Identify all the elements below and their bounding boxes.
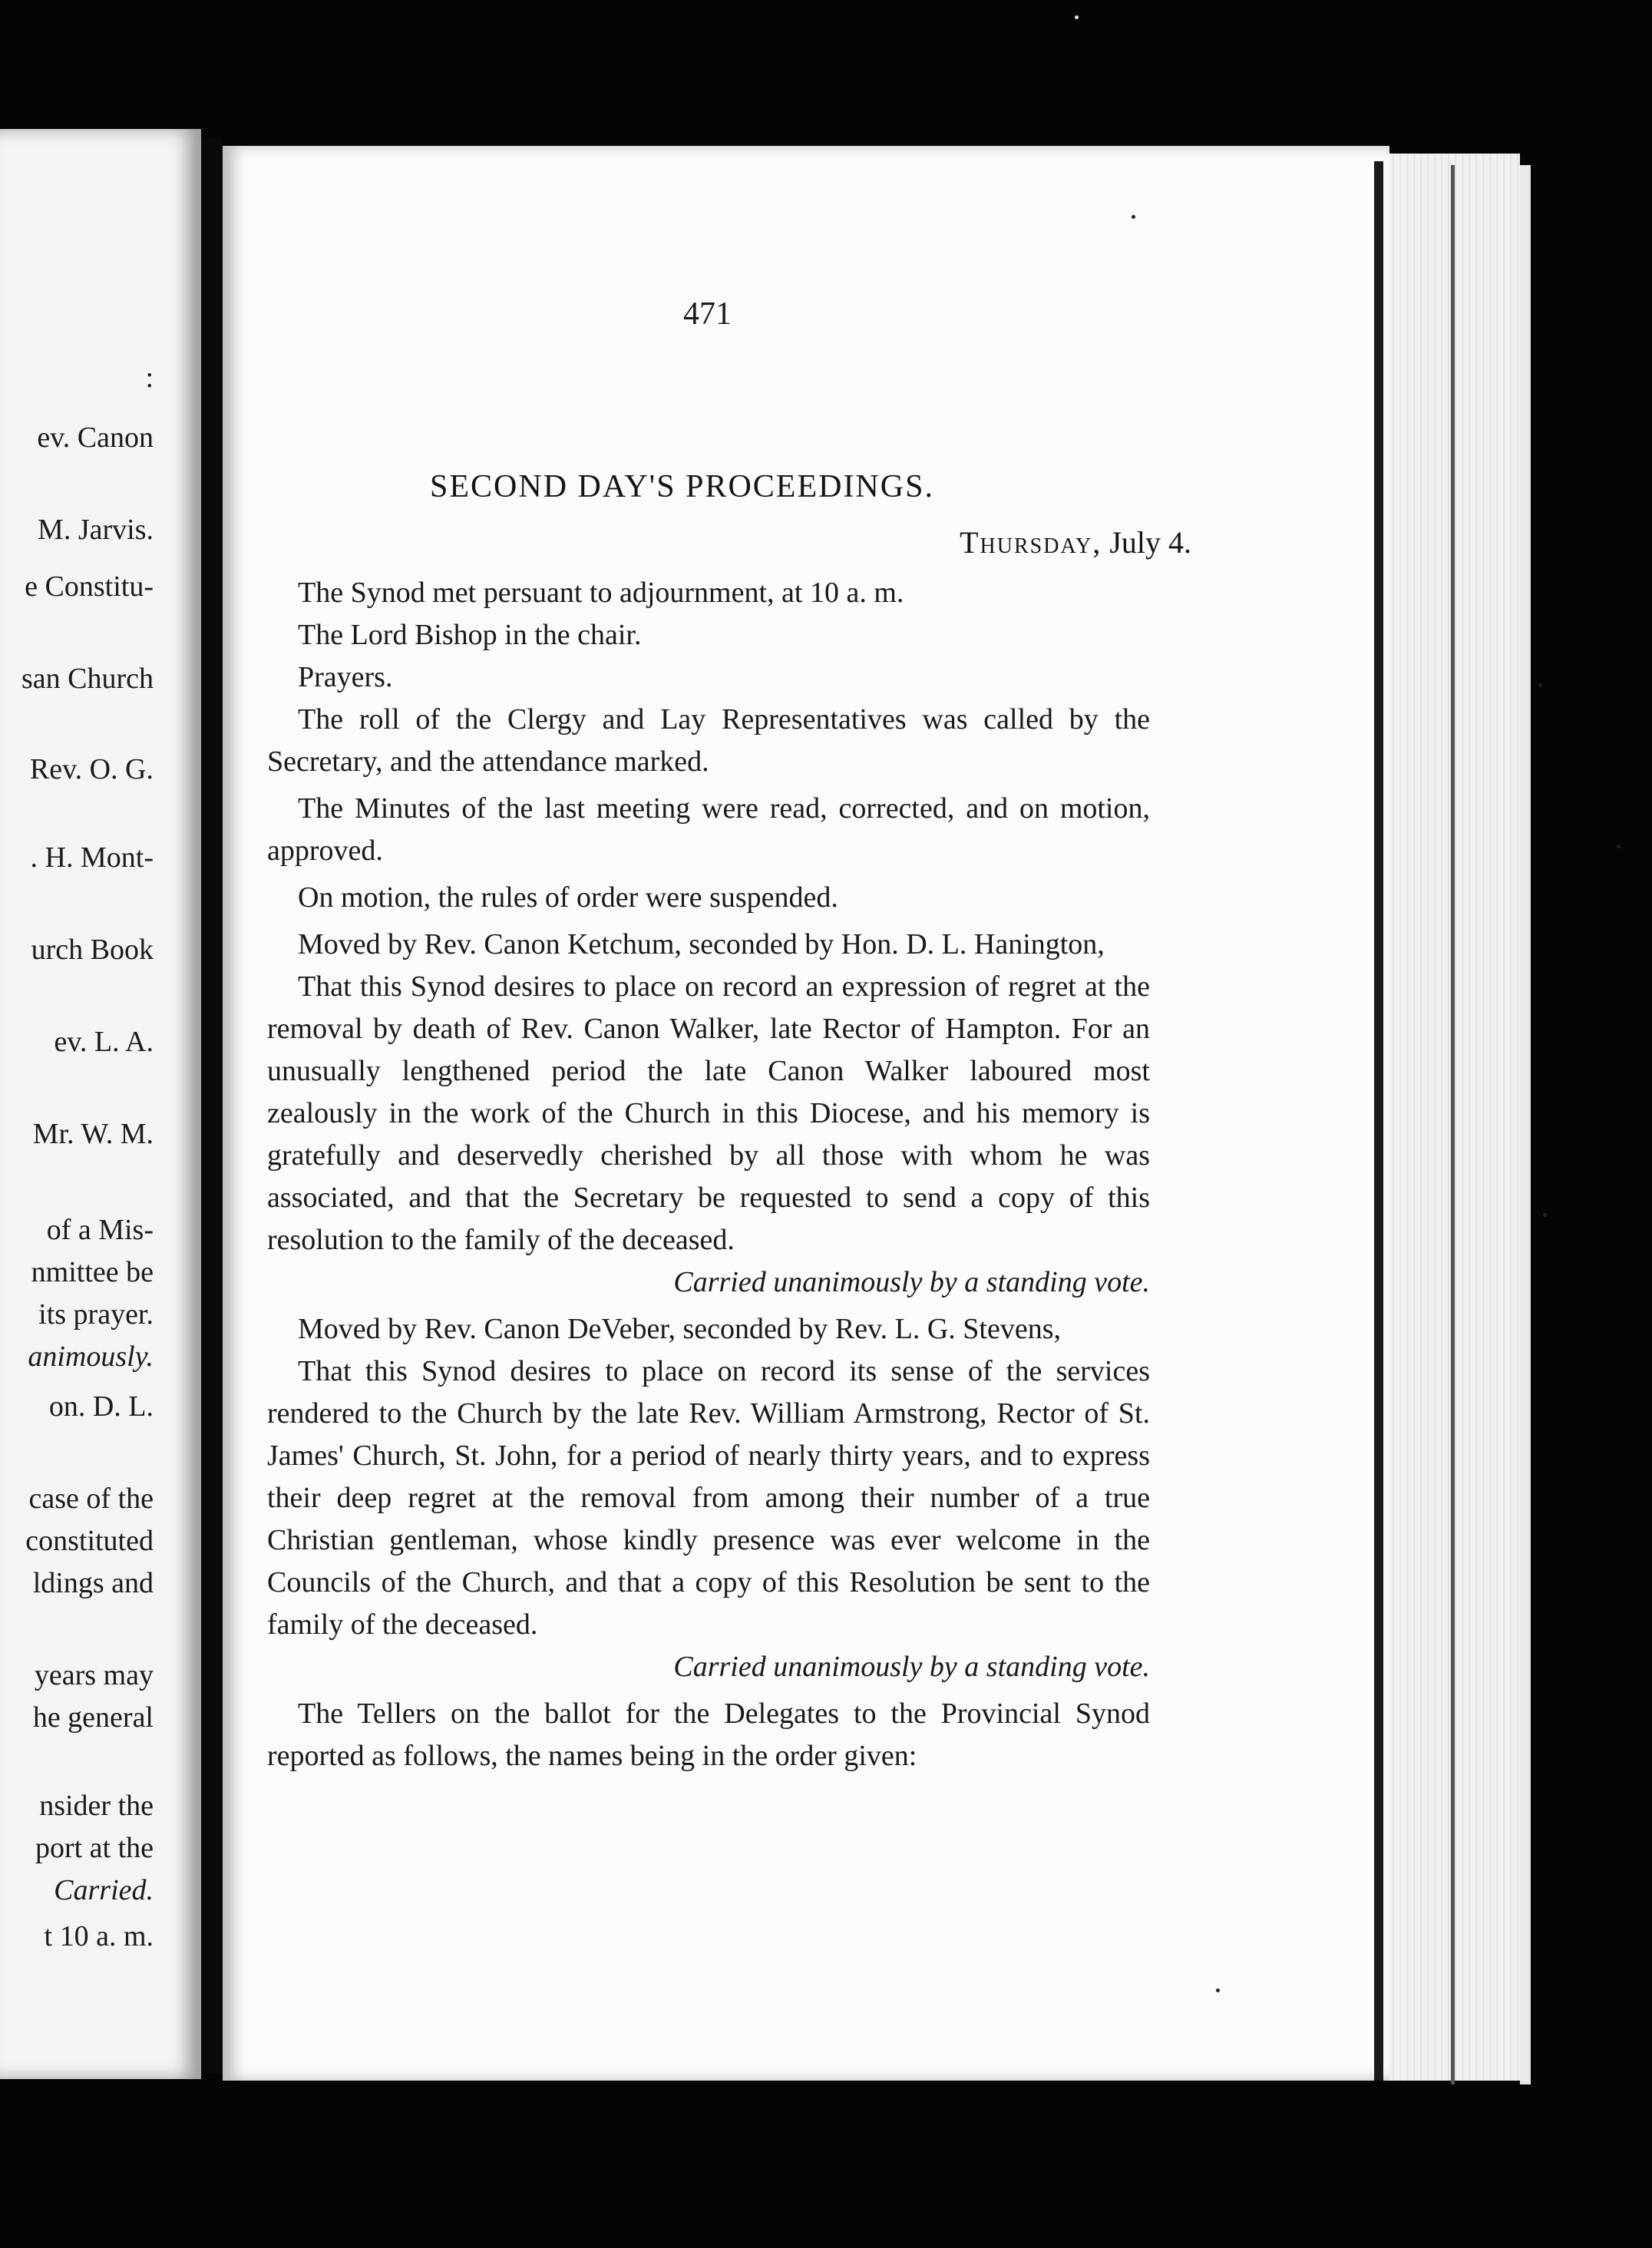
- left-page-fragment: case of the: [28, 1483, 154, 1515]
- speck: [1216, 1988, 1220, 1992]
- paragraph: The Synod met persuant to adjournment, at 10 a. m.: [298, 577, 904, 609]
- left-page-fragment: its prayer.: [38, 1298, 154, 1331]
- left-page-fragment: t 10 a. m.: [44, 1920, 154, 1952]
- paragraph: Moved by Rev. Canon Ketchum, seconded by Hon. D. L. Hanington,: [298, 928, 1105, 960]
- left-page-fragment: san Church: [21, 663, 154, 695]
- left-page-fragment: urch Book: [31, 934, 154, 966]
- speck: [1617, 845, 1621, 848]
- left-page-fragment: years may: [34, 1659, 154, 1691]
- paragraph: The Lord Bishop in the chair.: [298, 619, 642, 651]
- left-page-fragment: of a Mis-: [46, 1214, 154, 1246]
- left-page-fragment: nsider the: [39, 1790, 154, 1822]
- speck: [1543, 1213, 1547, 1217]
- left-page-fragment: M. Jarvis.: [38, 514, 154, 546]
- left-page-fragment: on. D. L.: [48, 1390, 154, 1423]
- body-text: [267, 572, 1150, 1782]
- page-heading: SECOND DAY'S PROCEEDINGS.: [430, 469, 934, 504]
- left-page-fragment: Mr. W. M.: [32, 1118, 154, 1150]
- paragraph: The Tellers on the ballot for the Delegates to the Provincial Synod reported as follows, the names being in the order given:: [267, 1698, 1150, 1772]
- left-page-fragment: animously.: [28, 1341, 154, 1373]
- paragraph: The Minutes of the last meeting were read, corrected, and on motion, approved.: [267, 792, 1150, 867]
- book-gutter: [201, 138, 223, 2073]
- left-page-fragment: . H. Mont-: [30, 841, 154, 874]
- paragraph: Prayers.: [298, 661, 393, 693]
- left-page-fragment: Carried.: [54, 1874, 154, 1906]
- paragraph: That this Synod desires to place on record an expression of regret at the removal by death of Rev. Canon Walker, late Rector of Hampton. For an unusually lengthened period the late Canon Walker laboured most zealously in the work of the Church in this Diocese, and his memory is gratefully and deservedly cherished by all those with whom he was associated, and that the Secretary be requested to send a copy of this resolution to the family of the deceased.: [267, 970, 1150, 1256]
- paragraph: Moved by Rev. Canon DeVeber, seconded by Rev. L. G. Stevens,: [298, 1313, 1062, 1345]
- page-edge-line: [1451, 165, 1455, 2084]
- paragraph: On motion, the rules of order were suspended.: [298, 881, 838, 914]
- speck: [1075, 15, 1079, 19]
- left-page-fragment: he general: [32, 1701, 154, 1734]
- paragraph: The roll of the Clergy and Lay Representatives was called by the Secretary, and the attendance marked.: [267, 703, 1150, 778]
- carried-note: Carried unanimously by a standing vote.: [673, 1266, 1150, 1298]
- left-page: [0, 129, 201, 2079]
- page-edge-shadow: [1374, 161, 1383, 2081]
- dateline-date: July 4.: [1109, 525, 1191, 560]
- paragraph: That this Synod desires to place on record its sense of the services rendered to the Church by the late Rev. William Armstrong, Rector of St. James' Church, St. John, for a period of nearly thirty years, and to express their deep regret at the removal from among their number of a true Christian gentleman, whose kindly presence was ever welcome in the Councils of the Church, and that a copy of this Resolution be sent to the family of the deceased.: [267, 1355, 1150, 1641]
- speck: [1538, 683, 1542, 687]
- left-page-fragment: Rev. O. G.: [29, 753, 154, 785]
- left-page-fragment: port at the: [35, 1832, 154, 1864]
- page-number: 471: [683, 296, 732, 332]
- dateline-day: Thursday,: [960, 525, 1102, 560]
- left-page-fragment: :: [145, 362, 154, 394]
- left-page-fragment: ldings and: [32, 1567, 154, 1599]
- left-page-fragment: nmittee be: [31, 1256, 154, 1288]
- speck: [1132, 215, 1135, 219]
- left-page-fragment: ev. L. A.: [54, 1026, 154, 1058]
- outer-edge: [1520, 165, 1531, 2084]
- dateline: [0, 524, 1652, 560]
- carried-note: Carried unanimously by a standing vote.: [673, 1651, 1150, 1683]
- left-page-fragment: e Constitu-: [25, 570, 154, 603]
- left-page-fragments: [0, 129, 154, 2079]
- left-page-fragment: ev. Canon: [37, 422, 154, 454]
- left-page-fragment: constituted: [25, 1525, 154, 1557]
